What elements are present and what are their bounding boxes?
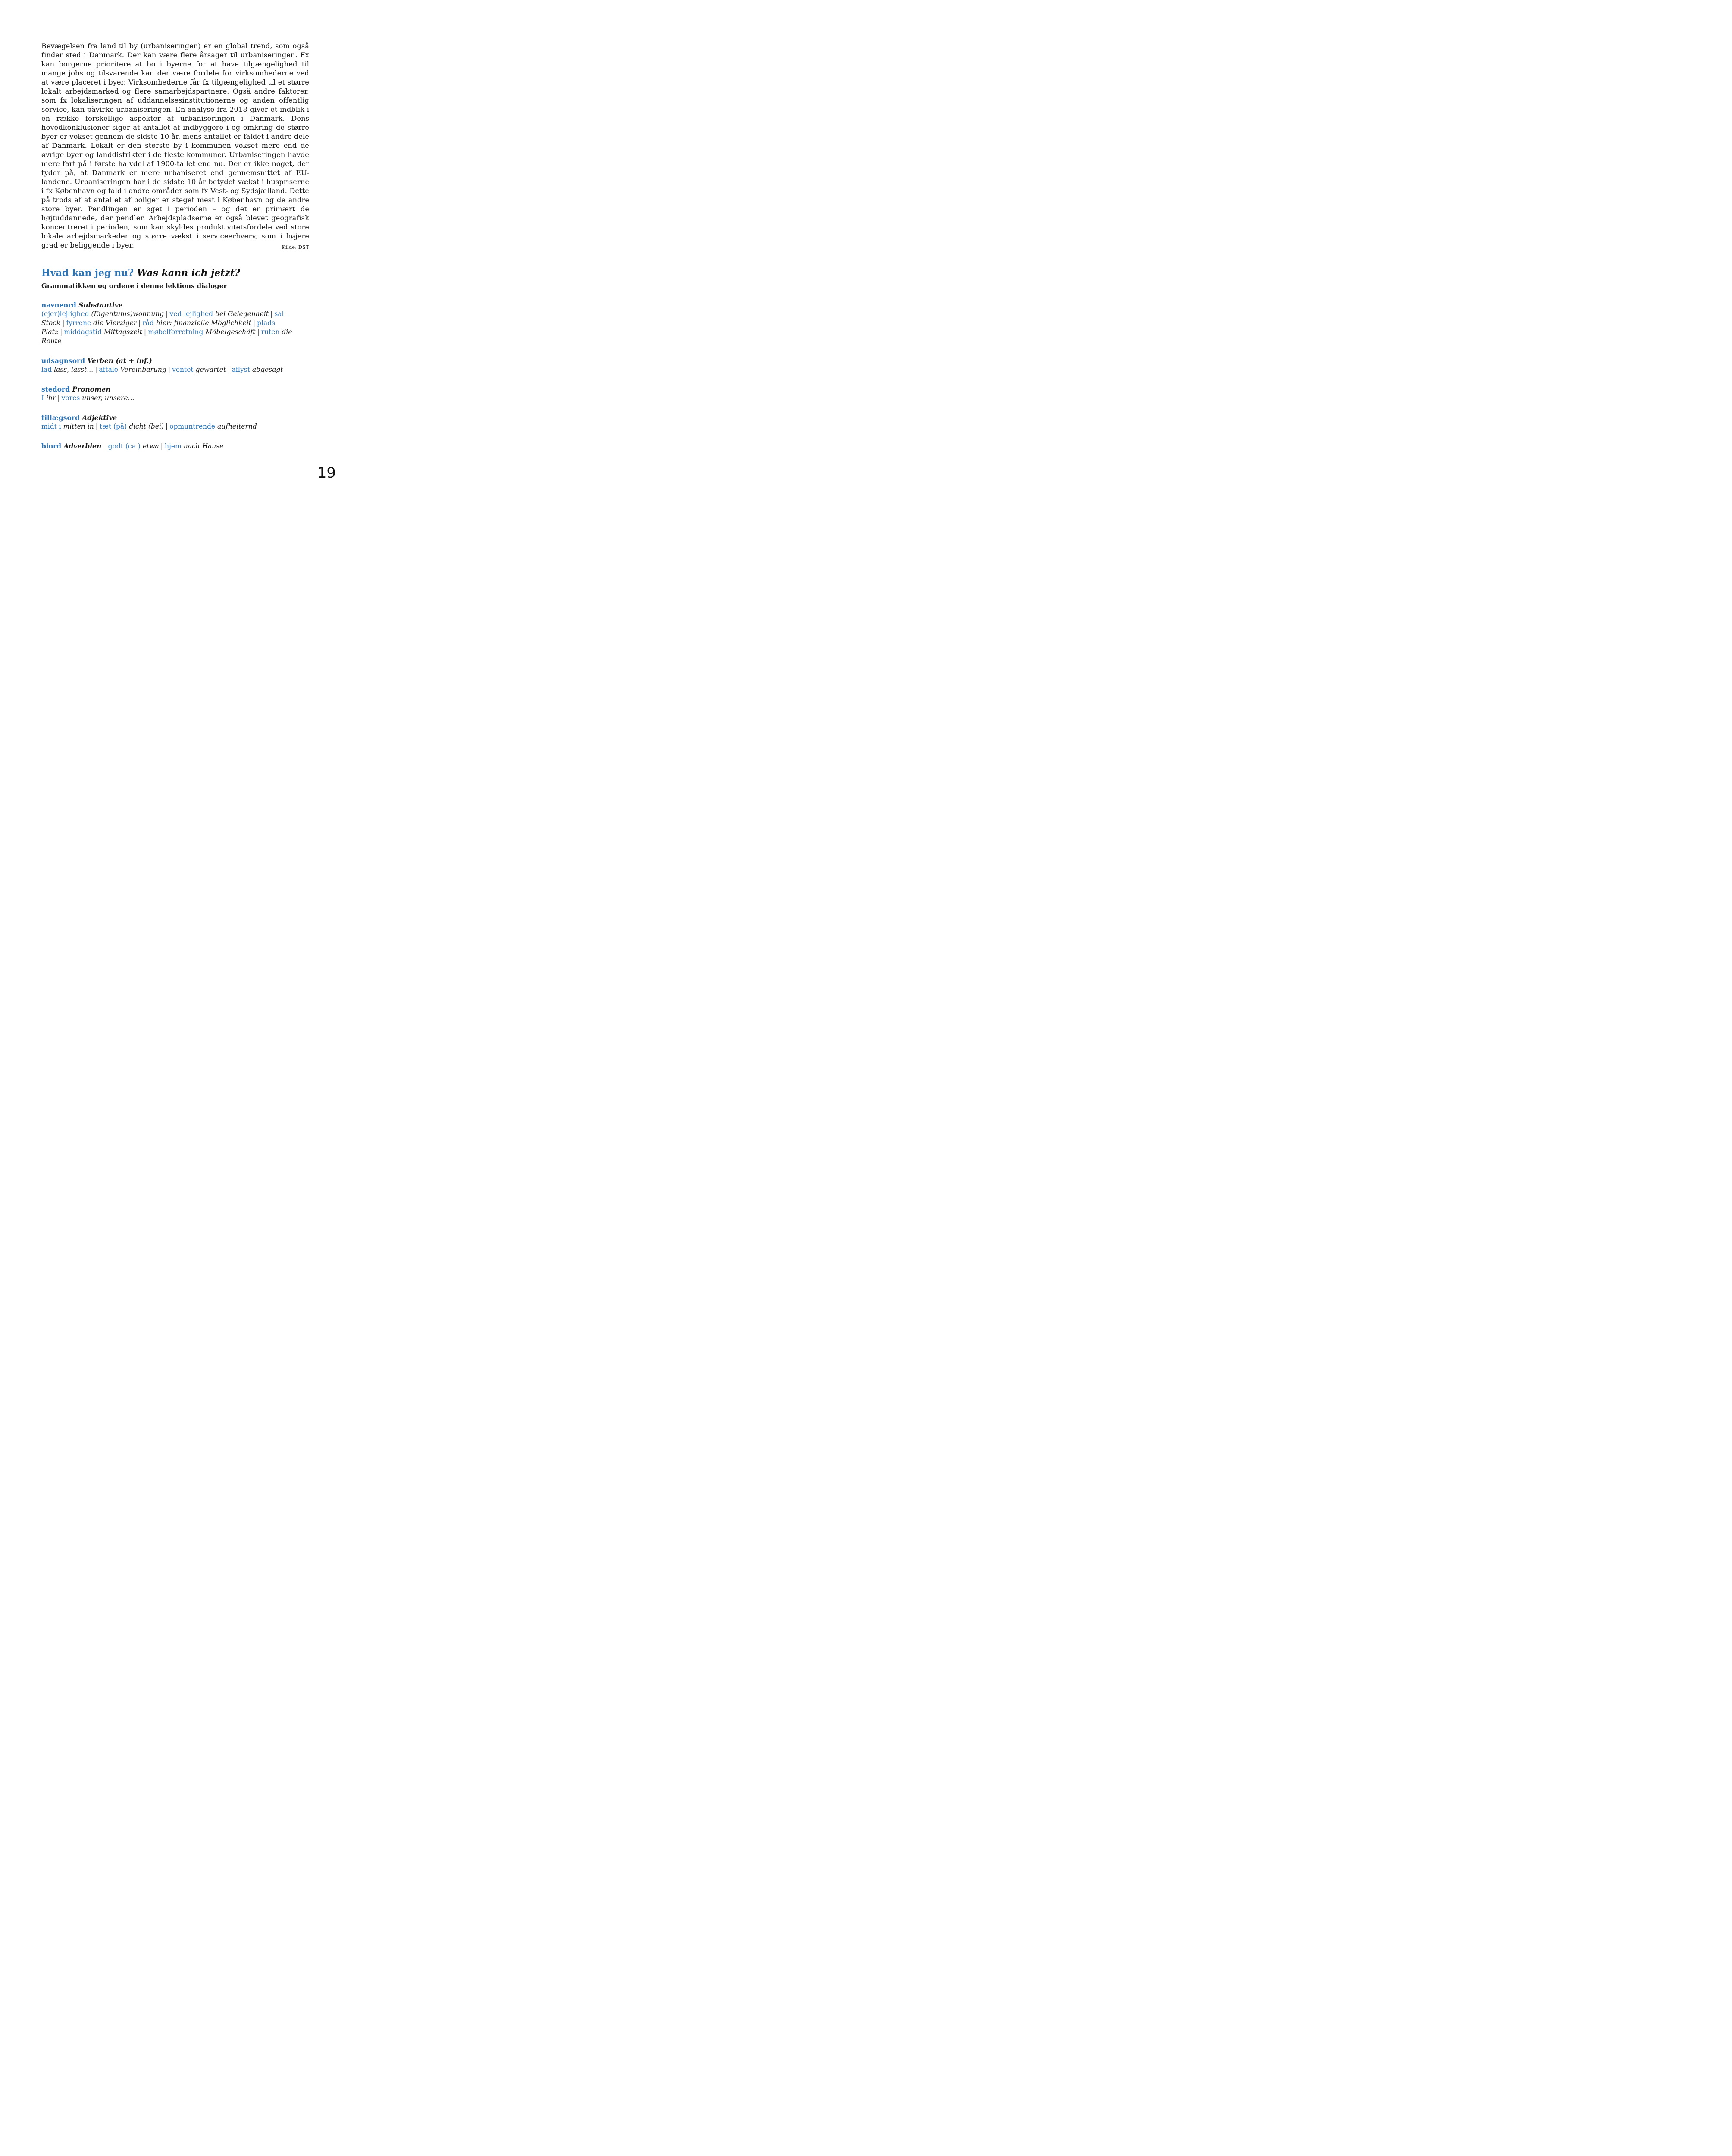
separator: |	[138, 319, 141, 327]
nouns-title-danish: navneord	[41, 301, 76, 309]
vocab-danish: opmuntrende	[169, 423, 216, 430]
verbs-title-danish: udsagnsord	[41, 357, 85, 365]
source-note: Kilde: DST	[282, 244, 309, 250]
adverbs-section	[41, 442, 309, 451]
vocab-german: lass, lasst...	[54, 366, 94, 373]
vocab-german: mitten in	[63, 423, 94, 430]
adjectives-title-german: Adjektive	[82, 414, 117, 422]
vocab-danish: midt i	[41, 423, 61, 430]
vocab-danish: vores	[61, 394, 80, 402]
vocab-german: abgesagt	[252, 366, 283, 373]
adverbs-title-german: Adverbien	[63, 442, 102, 450]
vocab-danish: sal	[274, 310, 284, 318]
vocab-german: die Vierziger	[93, 319, 137, 327]
vocab-danish: hjem	[165, 442, 182, 450]
vocab-german: (Eigentums)wohnung	[91, 310, 164, 318]
vocab-german: hier: finanzielle Möglichkeit	[156, 319, 251, 327]
vocab-danish: aftale	[99, 366, 118, 373]
separator: |	[144, 328, 147, 336]
adverbs-title	[41, 442, 104, 450]
adjectives-title	[41, 413, 309, 422]
separator: |	[166, 423, 168, 430]
vocab-german: Mittagszeit	[103, 328, 142, 336]
nouns-title-german: Substantive	[78, 301, 123, 309]
nouns-title	[41, 301, 309, 310]
subheading: Grammatikken og ordene i denne lektions dialoger	[41, 282, 227, 290]
vocab-danish: I	[41, 394, 44, 402]
separator: |	[160, 442, 163, 450]
vocab-german: unser, unsere...	[82, 394, 135, 402]
vocab-german: etwa	[142, 442, 159, 450]
vocab-german: Platz	[41, 328, 59, 336]
vocab-german: Möbelgeschäft	[205, 328, 256, 336]
intro-text: Bevægelsen fra land til by (urbaniseringen) er en global trend, som også finder sted i Danmark. Der kan være flere årsager til urbaniseringen. Fx kan borgerne prioritere at bo i byerne for at have tilgængelighed til mange jobs og tilsvarende kan der være fordele for virksomhederne ved at være placeret i byer. Virksomhederne får fx tilgængelighed til et større lokalt arbejdsmarked og flere samarbejdspartnere. Også andre faktorer, som fx lokaliseringen af uddannelsesinstitutionerne og anden offentlig service, kan påvirke urbaniseringen. En analyse fra 2018 giver et indblik i en række forskellige aspekter af urbaniseringen i Danmark. Dens hovedkonklusioner siger at antallet af indbyggere i og omkring de større byer er vokset gennem de sidste 10 år, mens antallet er faldet i andre dele af Danmark. Lokalt er den største by i kommunen vokset mere end de øvrige byer og landdistrikter i de fleste kommuner. Urbaniseringen havde mere fart på i første halvdel af 1900-tallet end nu. Der er ikke noget, der tyder på, at Danmark er mere urbaniseret end gennemsnittet af EU-landene. Urbaniseringen har i de sidste 10 år betydet vækst i huspriserne i fx København og fald i andre områder som fx Vest- og Sydsjælland. Dette på trods af at antallet af boliger er steget mest i København og de andre store byer. Pendlingen er øget i perioden – og det er primært de højtuddannede, der pendler. Arbejdspladserne er også blevet geografisk koncentreret i perioden, som kan skyldes produktivitetsfordele ved store lokale arbejdsmarkeder og større vækst i serviceerhverv, som i højere grad er beliggende i byer.	[41, 42, 309, 249]
vocab-german: aufheiternd	[217, 423, 257, 430]
separator: |	[57, 394, 60, 402]
vocab-german: die Route	[41, 328, 292, 345]
separator: |	[62, 319, 65, 327]
pronouns-title	[41, 385, 309, 394]
vocab-german: bei Gelegenheit	[215, 310, 269, 318]
heading-danish: Hvad kan jeg nu?	[41, 267, 134, 279]
heading-german: Was kann ich jetzt?	[137, 267, 240, 279]
adjectives-section	[41, 413, 309, 431]
separator: |	[270, 310, 273, 318]
nouns-section	[41, 301, 309, 346]
vocab-danish: ruten	[261, 328, 280, 336]
nouns-list	[41, 310, 309, 346]
adjectives-list	[41, 422, 309, 431]
vocab-german: ihr	[46, 394, 56, 402]
verbs-title	[41, 356, 309, 365]
pronouns-title-german: Pronomen	[72, 385, 111, 393]
vocab-german: nach Hause	[183, 442, 224, 450]
vocab-danish: aflyst	[232, 366, 250, 373]
vocab-danish: middagstid	[64, 328, 102, 336]
pronouns-list	[41, 394, 309, 403]
separator: |	[95, 423, 98, 430]
separator: |	[257, 328, 260, 336]
vocab-german: Vereinbarung	[120, 366, 166, 373]
separator: |	[228, 366, 230, 373]
page-number: 19	[317, 464, 336, 482]
vocab-danish: (ejer)lejlighed	[41, 310, 89, 318]
verbs-section	[41, 356, 309, 374]
separator: |	[166, 310, 168, 318]
adjectives-title-danish: tillægsord	[41, 414, 80, 422]
vocab-danish: tæt (på)	[100, 423, 127, 430]
separator: |	[253, 319, 256, 327]
intro-paragraph	[41, 41, 309, 250]
vocab-danish: fyrrene	[66, 319, 91, 327]
separator: |	[95, 366, 97, 373]
page-content	[41, 41, 309, 451]
separator: |	[168, 366, 171, 373]
vocab-danish: møbelforretning	[148, 328, 204, 336]
vocab-danish: godt (ca.)	[108, 442, 141, 450]
pronouns-section	[41, 385, 309, 403]
vocab-german: gewartet	[195, 366, 226, 373]
verbs-list	[41, 365, 309, 374]
verbs-title-german: Verben (at + inf.)	[87, 357, 152, 365]
adverbs-title-danish: biord	[41, 442, 62, 450]
section-heading	[41, 267, 309, 279]
separator: |	[60, 328, 63, 336]
vocab-danish: plads	[257, 319, 276, 327]
adverbs-list	[104, 442, 224, 450]
vocab-german: Stock	[41, 319, 61, 327]
vocab-danish: ved lejlighed	[169, 310, 213, 318]
pronouns-title-danish: stedord	[41, 385, 70, 393]
vocab-danish: lad	[41, 366, 52, 373]
vocab-german: dicht (bei)	[129, 423, 164, 430]
vocab-danish: ventet	[172, 366, 194, 373]
vocab-danish: råd	[142, 319, 154, 327]
